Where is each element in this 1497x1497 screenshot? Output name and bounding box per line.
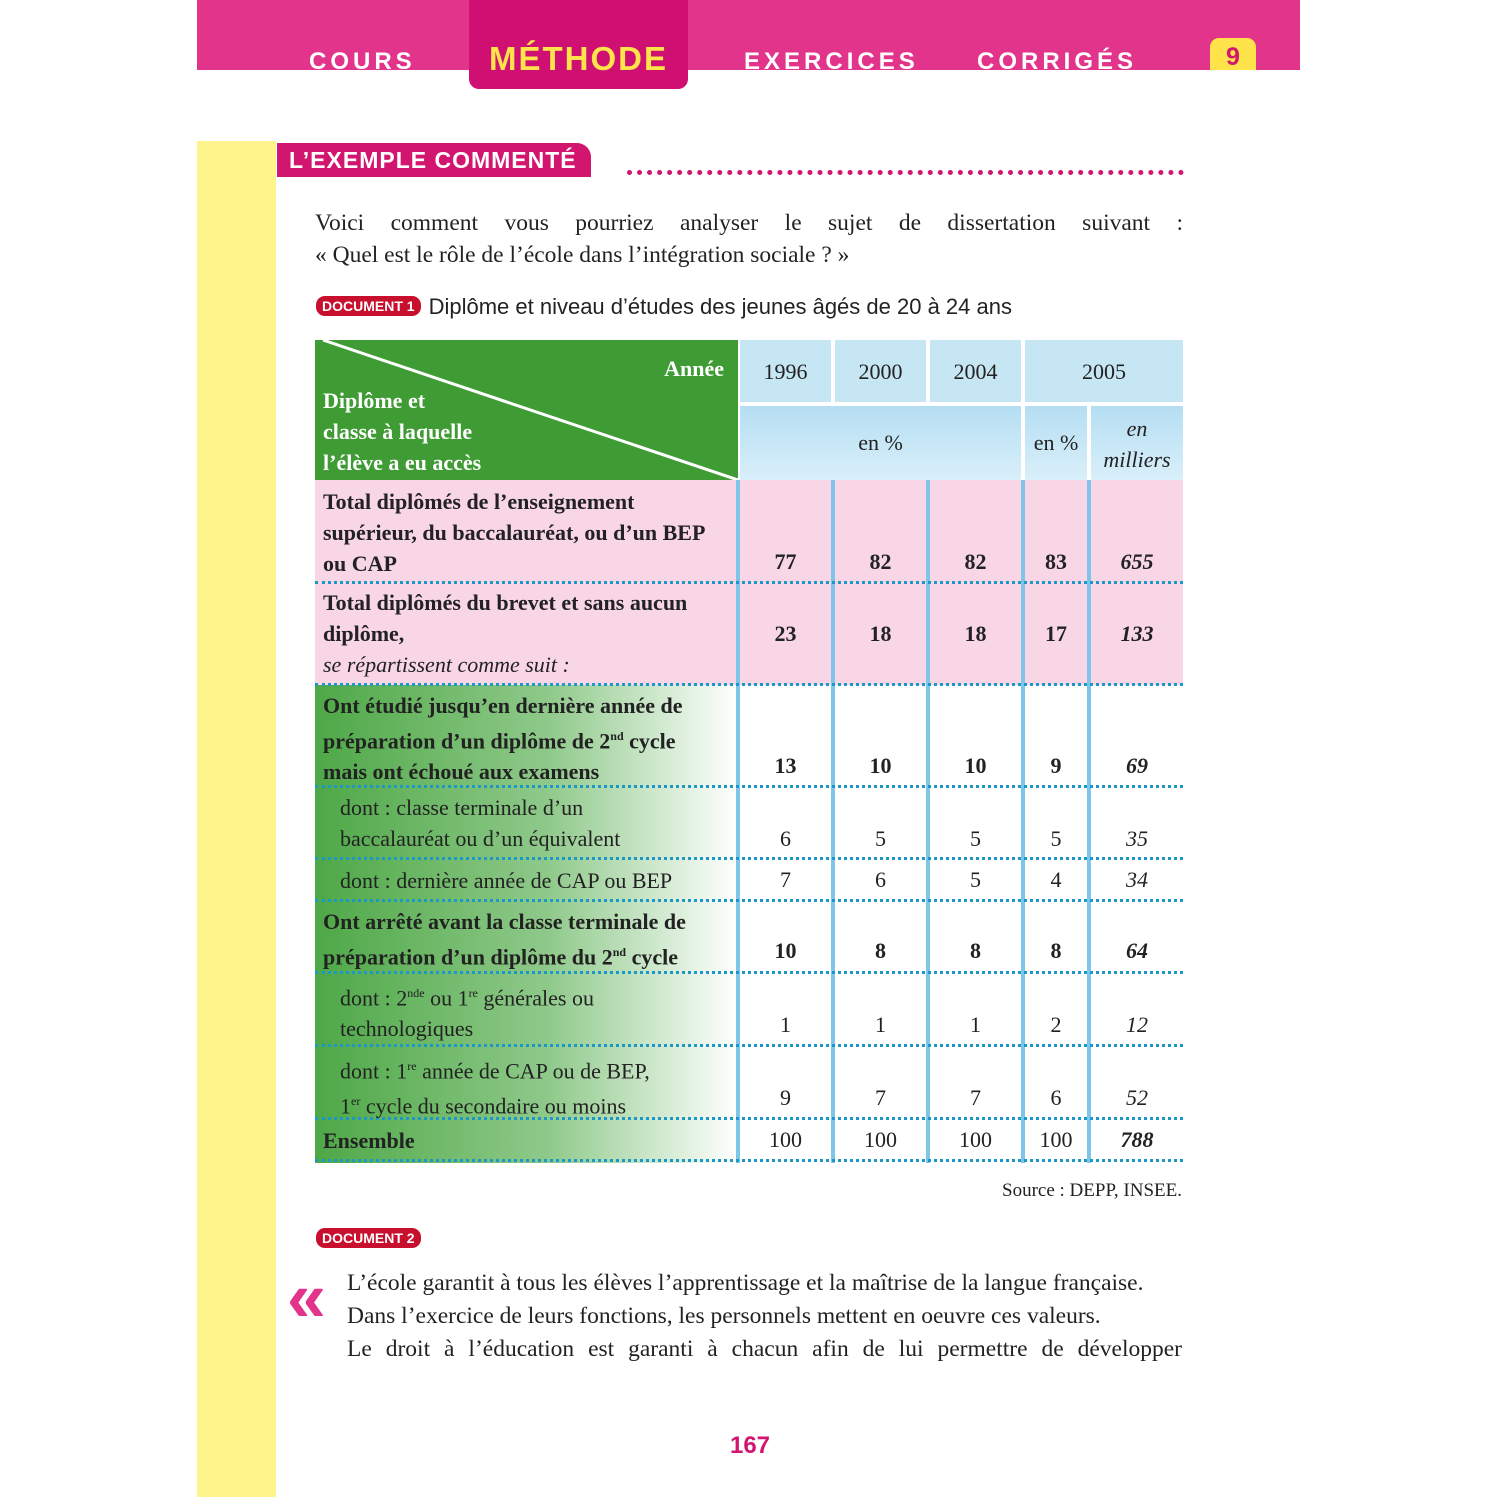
table-cell-value: 8 xyxy=(970,938,981,963)
table-cell-value: 82 xyxy=(964,549,987,574)
table-cell-value: 82 xyxy=(869,549,892,574)
document-2-badge: DOCUMENT 2 xyxy=(316,1228,421,1248)
row-separator xyxy=(315,1159,1183,1162)
unit-thousands-cell xyxy=(1091,406,1183,480)
table-cell-value: 6 xyxy=(875,867,886,892)
year-header-1996: 1996 xyxy=(740,340,831,402)
table-cell-value: 69 xyxy=(1126,753,1148,778)
header-year-label: Année xyxy=(664,356,724,381)
row-separator xyxy=(315,683,1183,686)
year-header-2004: 2004 xyxy=(930,340,1021,402)
row-separator xyxy=(315,899,1183,902)
table-cell-value: 18 xyxy=(869,621,892,646)
tab-cours[interactable]: COURS xyxy=(309,48,416,75)
data-table xyxy=(315,340,1183,1163)
table-cell-value: 10 xyxy=(774,938,797,963)
table-cell-value: 5 xyxy=(970,867,981,892)
table-cell-value: 100 xyxy=(959,1127,992,1152)
document-1-title: Diplôme et niveau d’études des jeunes âgés de 20 à 24 ans xyxy=(428,294,1012,319)
table-cell-value: 18 xyxy=(964,621,987,646)
table-cell-value: 13 xyxy=(774,753,797,778)
quote-open-icon: « xyxy=(287,1258,326,1336)
table-cell-value: 35 xyxy=(1126,826,1148,851)
chapter-number-badge: 9 xyxy=(1210,38,1256,70)
table-cell-value: 9 xyxy=(1050,753,1062,778)
table-cell-value: 23 xyxy=(774,621,797,646)
table-cell-value: 100 xyxy=(769,1127,802,1152)
unit-pct-cell xyxy=(740,406,1021,480)
table-cell-value: 10 xyxy=(869,753,892,778)
row-label-premiere-annee-cap: dont : 1re année de CAP ou de BEP, 1er cycle du secondaire ou moins xyxy=(340,1058,650,1119)
unit-pct-2005-cell xyxy=(1025,406,1087,480)
table-cell-value: 655 xyxy=(1120,549,1154,574)
table-cell-value: 5 xyxy=(970,826,981,851)
table-cell-value: 100 xyxy=(1039,1127,1073,1152)
tab-exercices[interactable]: EXERCICES xyxy=(744,48,919,75)
table-source: Source : DEPP, INSEE. xyxy=(1002,1180,1182,1201)
table-cell-value: 1 xyxy=(780,1012,791,1037)
unit-pct-2005-label: en % xyxy=(1033,430,1079,455)
tab-methode-label: MÉTHODE xyxy=(489,40,668,77)
tab-methode-active[interactable] xyxy=(469,0,688,89)
document-1-heading xyxy=(316,294,1012,320)
row-label-total-diplomes-brevet: Total diplômés du brevet et sans aucun diplôme, se répartissent comme suit : xyxy=(323,590,688,677)
tab-corriges[interactable]: CORRIGÉS xyxy=(977,48,1138,75)
row-label-terminale-bac: dont : classe terminale d’un baccalauréat ou d’un équivalent xyxy=(340,795,621,851)
table-cell-value: 133 xyxy=(1120,621,1154,646)
table-cell-value: 7 xyxy=(780,867,791,892)
table-cell-value: 83 xyxy=(1045,549,1067,574)
intro-line-1: Voici comment vous pourriez analyser le sujet de dissertation suivant : xyxy=(315,210,1183,236)
document-1-badge: DOCUMENT 1 xyxy=(316,296,421,316)
row-label-ensemble: Ensemble xyxy=(323,1128,415,1153)
quote-paragraph: Le droit à l’éducation est garanti à chacun afin de lui permettre de développer xyxy=(347,1336,1182,1362)
table-cell-value: 10 xyxy=(964,753,987,778)
unit-pct-label: en % xyxy=(858,430,903,455)
document-2-heading xyxy=(316,1228,421,1248)
table-corner-header xyxy=(315,340,738,480)
table-cell-value: 4 xyxy=(1050,867,1062,892)
year-header-2000: 2000 xyxy=(835,340,926,402)
intro-text xyxy=(315,207,1183,271)
row-label-echoue-examens: Ont étudié jusqu’en dernière année de préparation d’un diplôme de 2nd cycle mais ont échoué aux examens xyxy=(323,693,683,785)
quote-paragraph: Dans l’exercice de leurs fonctions, les personnels mettent en oeuvre ces valeurs. xyxy=(347,1303,1101,1329)
table-cell-value: 6 xyxy=(780,826,791,851)
table-cell-value: 8 xyxy=(1050,938,1062,963)
row-label-derniere-annee-cap: dont : dernière année de CAP ou BEP xyxy=(340,868,673,893)
table-cell-value: 17 xyxy=(1045,621,1067,646)
unit-thousands-label: en milliers xyxy=(1103,416,1171,472)
table-cell-value: 77 xyxy=(774,549,797,574)
table-cell-value: 6 xyxy=(1050,1085,1062,1110)
row-label-seconde-premiere: dont : 2nde ou 1re générales ou technologiques xyxy=(340,985,594,1042)
header-row-label: Diplôme et classe à laquelle l’élève a eu accès xyxy=(323,388,482,475)
section-title: L’EXEMPLE COMMENTÉ xyxy=(277,143,591,177)
table-cell-value: 788 xyxy=(1120,1127,1154,1152)
row-separator xyxy=(315,857,1183,860)
table-cell-value: 64 xyxy=(1126,938,1148,963)
row-label-arrete-avant-terminale: Ont arrêté avant la classe terminale de préparation d’un diplôme du 2nd cycle xyxy=(323,909,686,970)
intro-line-2: « Quel est le rôle de l’école dans l’intégration sociale ? » xyxy=(315,242,850,268)
table-cell-value: 1 xyxy=(875,1012,886,1037)
table-cell-value: 52 xyxy=(1126,1085,1148,1110)
page-number: 167 xyxy=(729,1432,771,1459)
table-cell-value: 7 xyxy=(970,1085,981,1110)
row-separator xyxy=(315,581,1183,584)
yellow-side-margin xyxy=(197,141,276,1497)
quote-paragraph: L’école garantit à tous les élèves l’apprentissage et la maîtrise de la langue française. xyxy=(347,1270,1144,1296)
table-cell-value: 1 xyxy=(970,1012,981,1037)
table-cell-value: 8 xyxy=(875,938,886,963)
table-cell-value: 9 xyxy=(780,1085,791,1110)
year-header-2005: 2005 xyxy=(1025,340,1183,402)
table-cell-value: 5 xyxy=(875,826,886,851)
document-2-quote xyxy=(347,1267,1182,1366)
table-cell-value: 7 xyxy=(875,1085,886,1110)
row-label-total-diplomes-superieur: Total diplômés de l’enseignement supérieur, du baccalauréat, ou d’un BEP ou CAP xyxy=(323,489,706,576)
row-separator xyxy=(315,1044,1183,1047)
section-dotted-rule xyxy=(627,170,1184,175)
table-cell-value: 12 xyxy=(1126,1012,1148,1037)
table-cell-value: 34 xyxy=(1126,867,1148,892)
table-cell-value: 100 xyxy=(864,1127,897,1152)
table-cell-value: 2 xyxy=(1050,1012,1062,1037)
table-cell-value: 5 xyxy=(1050,826,1062,851)
